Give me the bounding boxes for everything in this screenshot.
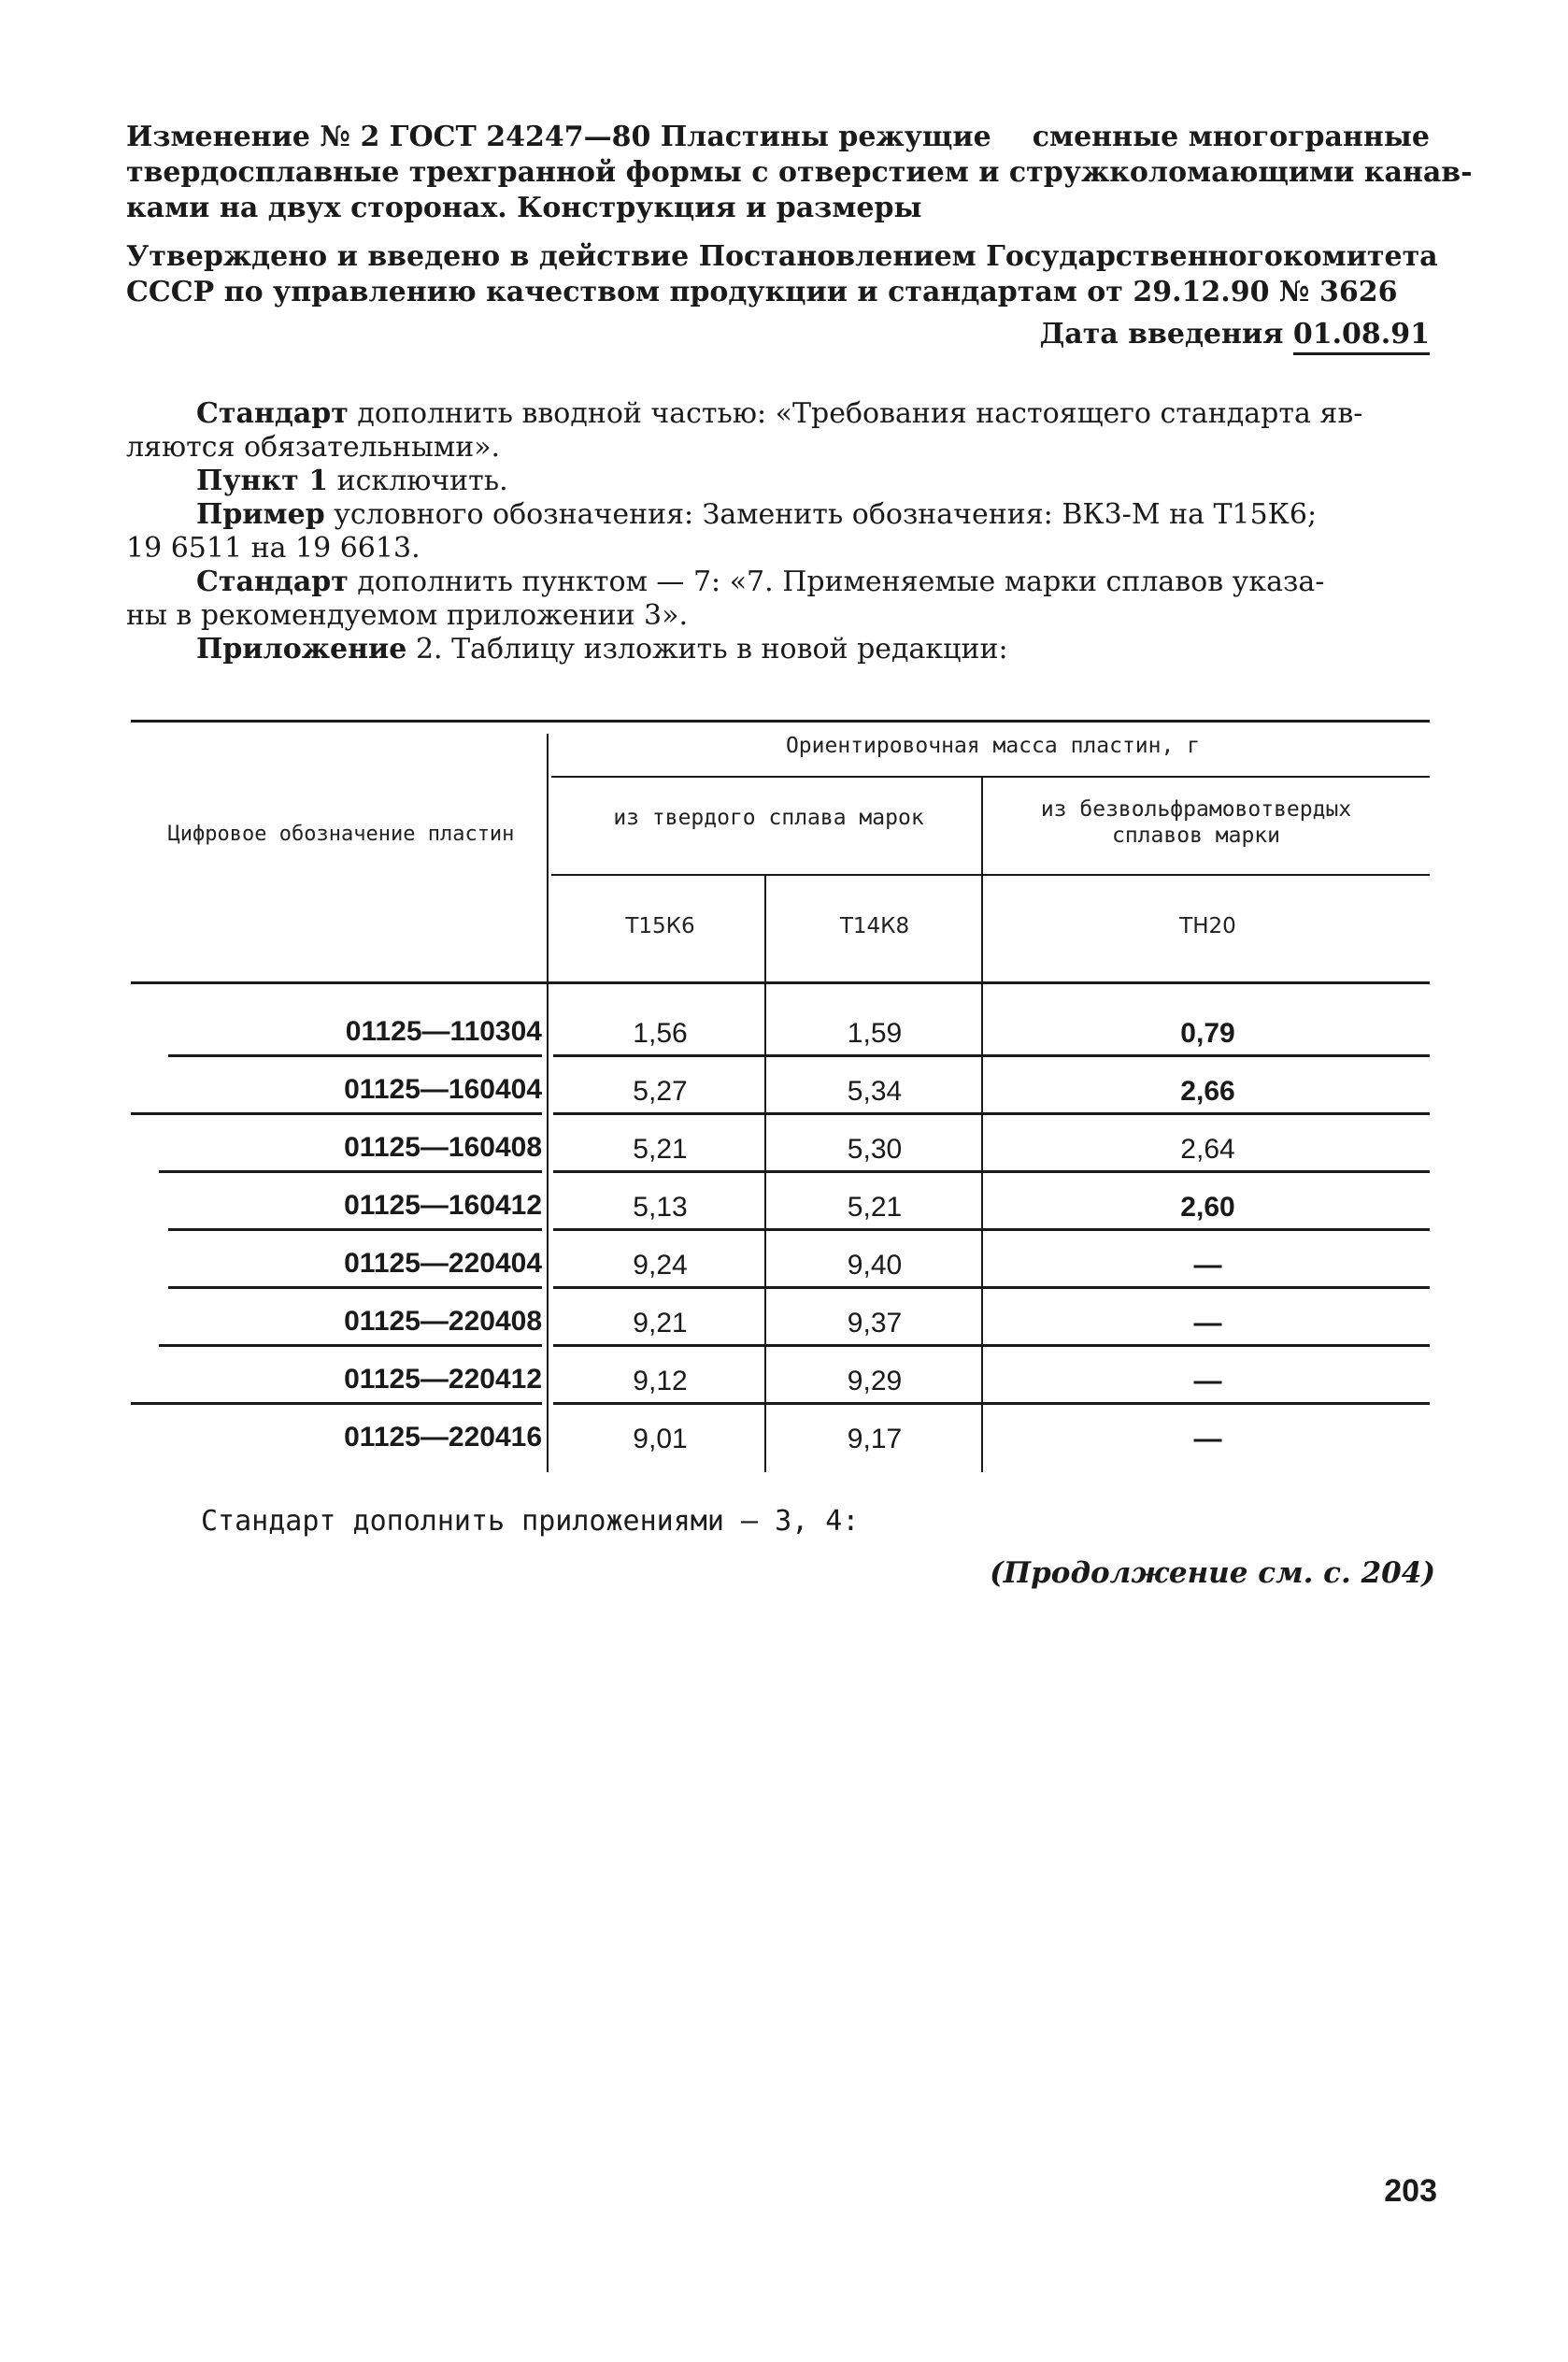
- row-underline: [159, 1170, 542, 1173]
- row-tn20: 0,79: [1180, 1018, 1235, 1049]
- header-line-1: [126, 120, 1430, 155]
- paragraph-1-cont: [126, 431, 1430, 465]
- table-row: [131, 1295, 1430, 1353]
- paragraph-5-lead: Приложение: [196, 633, 407, 666]
- row-t15k6: 9,21: [633, 1308, 688, 1338]
- table-row: [131, 1121, 1430, 1179]
- row-tn20: 2,60: [1180, 1192, 1235, 1223]
- row-code: 01125—220404: [344, 1248, 542, 1279]
- row-underline: [131, 1402, 542, 1405]
- row-code: 01125—220412: [344, 1364, 542, 1395]
- approval-line-1-right: комитета: [1282, 240, 1438, 273]
- row-t14k8: 9,37: [847, 1308, 903, 1338]
- header-line-3-text: ками на двух сторонах. Конструкция и размеры: [126, 192, 922, 224]
- col-t15k6-header: Т15К6: [625, 914, 695, 938]
- effective-date-label: Дата введения: [1039, 318, 1284, 351]
- row-t15k6: 5,27: [633, 1076, 688, 1107]
- row-t14k8: 5,21: [847, 1192, 903, 1223]
- paragraph-5: [126, 633, 1430, 666]
- paragraph-2: [126, 465, 1430, 498]
- paragraph-4: [126, 565, 1430, 599]
- paragraph-4-cont: [126, 599, 1430, 633]
- row-underline: [131, 1112, 542, 1115]
- row-underline: [553, 1344, 1430, 1347]
- table-top-rule: [131, 720, 1430, 723]
- row-tn20: 2,66: [1180, 1076, 1235, 1107]
- paragraph-3-cont-text: 19 6511 на 19 6613.: [126, 532, 421, 565]
- row-tn20: 2,64: [1180, 1134, 1235, 1165]
- table-row: [131, 1005, 1430, 1063]
- header-line-1-right: сменные многогранные: [1032, 121, 1430, 153]
- row-t15k6: 9,01: [633, 1424, 688, 1454]
- approval-line-1-left: Утверждено и введено в действие Постановлением Государственного: [126, 240, 1283, 273]
- paragraph-1-cont-text: ляются обязательными».: [126, 431, 501, 464]
- paragraph-3-lead: Пример: [196, 498, 325, 531]
- header-line-3: [126, 191, 1430, 226]
- row-underline: [159, 1344, 542, 1347]
- row-t14k8: 5,34: [847, 1076, 903, 1107]
- row-code: 01125—220416: [344, 1422, 542, 1453]
- row-underline: [553, 1170, 1430, 1173]
- header-line-2-text: твердосплавные трехгранной формы с отверстием и стружколомающими канав-: [126, 156, 1473, 189]
- header-line-1-left: Изменение № 2 ГОСТ 24247—80 Пластины режущие: [126, 121, 991, 153]
- row-t14k8: 9,17: [847, 1424, 903, 1454]
- continuation-note: (Продолжение см. с. 204): [990, 1556, 1435, 1590]
- row-underline: [168, 1054, 542, 1057]
- paragraph-3-text: условного обозначения: Заменить обозначения: ВК3-М на Т15К6;: [324, 498, 1318, 531]
- col-code-header: Цифровое обозначение пластин: [167, 823, 515, 846]
- amendment-header: [126, 120, 1473, 226]
- effective-date: [1040, 318, 1430, 351]
- appendix-note: Стандарт дополнить приложениями — 3, 4:: [201, 1505, 860, 1538]
- col-t14k8-header: Т14К8: [839, 914, 910, 938]
- row-underline: [168, 1228, 542, 1231]
- row-code: 01125—160408: [344, 1132, 542, 1163]
- row-tn20: —: [1193, 1424, 1222, 1454]
- row-underline: [553, 1402, 1430, 1405]
- paragraph-1: [126, 397, 1430, 431]
- group-mass-header: Ориентировочная масса пластин, г: [785, 734, 1201, 758]
- page-number: 203: [1384, 2173, 1437, 2209]
- paragraph-1-lead: Стандарт: [196, 397, 349, 430]
- effective-date-value: 01.08.91: [1293, 318, 1430, 355]
- paragraph-2-text: исключить.: [328, 465, 508, 497]
- row-underline: [168, 1286, 542, 1289]
- amendment-body: [126, 397, 1430, 666]
- subgroup-header-rule: [551, 874, 1430, 876]
- row-underline: [553, 1054, 1430, 1057]
- row-underline: [553, 1112, 1430, 1115]
- paragraph-4-text: дополнить пунктом — 7: «7. Применяемые марки сплавов указа-: [348, 565, 1325, 598]
- row-tn20: —: [1193, 1250, 1222, 1281]
- table-row: [131, 1353, 1430, 1410]
- paragraph-2-lead: Пункт 1: [196, 465, 329, 497]
- row-code: 01125—160412: [344, 1190, 542, 1221]
- paragraph-3-cont: [126, 532, 1430, 565]
- paragraph-3: [126, 498, 1430, 532]
- row-t15k6: 1,56: [633, 1018, 688, 1049]
- header-line-2: [126, 155, 1473, 191]
- row-underline: [553, 1286, 1430, 1289]
- row-t14k8: 9,40: [847, 1250, 903, 1281]
- table-row: [131, 1237, 1430, 1295]
- paragraph-4-cont-text: ны в рекомендуемом приложении 3».: [126, 599, 688, 632]
- table-row: [131, 1179, 1430, 1237]
- paragraph-4-lead: Стандарт: [196, 565, 349, 598]
- table-header-bottom-rule: [131, 981, 1430, 984]
- row-code: 01125—160404: [344, 1074, 542, 1105]
- row-t15k6: 9,12: [633, 1366, 688, 1396]
- row-underline: [553, 1228, 1430, 1231]
- row-t15k6: 5,21: [633, 1134, 688, 1165]
- paragraph-5-text: 2. Таблицу изложить в новой редакции:: [406, 633, 1008, 666]
- row-t14k8: 1,59: [847, 1018, 903, 1049]
- row-t15k6: 5,13: [633, 1192, 688, 1223]
- row-code: 01125—110304: [345, 1016, 542, 1047]
- subgroup-tungsten-free-header: из безвольфрамовотвердых сплавов марки: [1040, 797, 1352, 848]
- paragraph-1-text: дополнить вводной частью: «Требования настоящего стандарта яв-: [348, 397, 1363, 430]
- row-t15k6: 9,24: [633, 1250, 688, 1281]
- col-tn20-header: ТН20: [1179, 914, 1236, 938]
- row-tn20: —: [1193, 1308, 1222, 1338]
- approval-line-1: [126, 239, 1438, 275]
- group-header-rule: [551, 776, 1430, 778]
- row-t14k8: 5,30: [847, 1134, 903, 1165]
- table-row: [131, 1410, 1430, 1468]
- approval-block: [126, 239, 1438, 310]
- table-row: [131, 1063, 1430, 1121]
- subgroup-hard-alloy-header: из твердого сплава марок: [613, 806, 924, 830]
- row-code: 01125—220408: [344, 1306, 542, 1337]
- row-t14k8: 9,29: [847, 1366, 903, 1396]
- row-tn20: —: [1193, 1366, 1222, 1396]
- approval-line-2: [126, 275, 1430, 310]
- approval-line-2-text: СССР по управлению качеством продукции и стандартам от 29.12.90 № 3626: [126, 276, 1398, 308]
